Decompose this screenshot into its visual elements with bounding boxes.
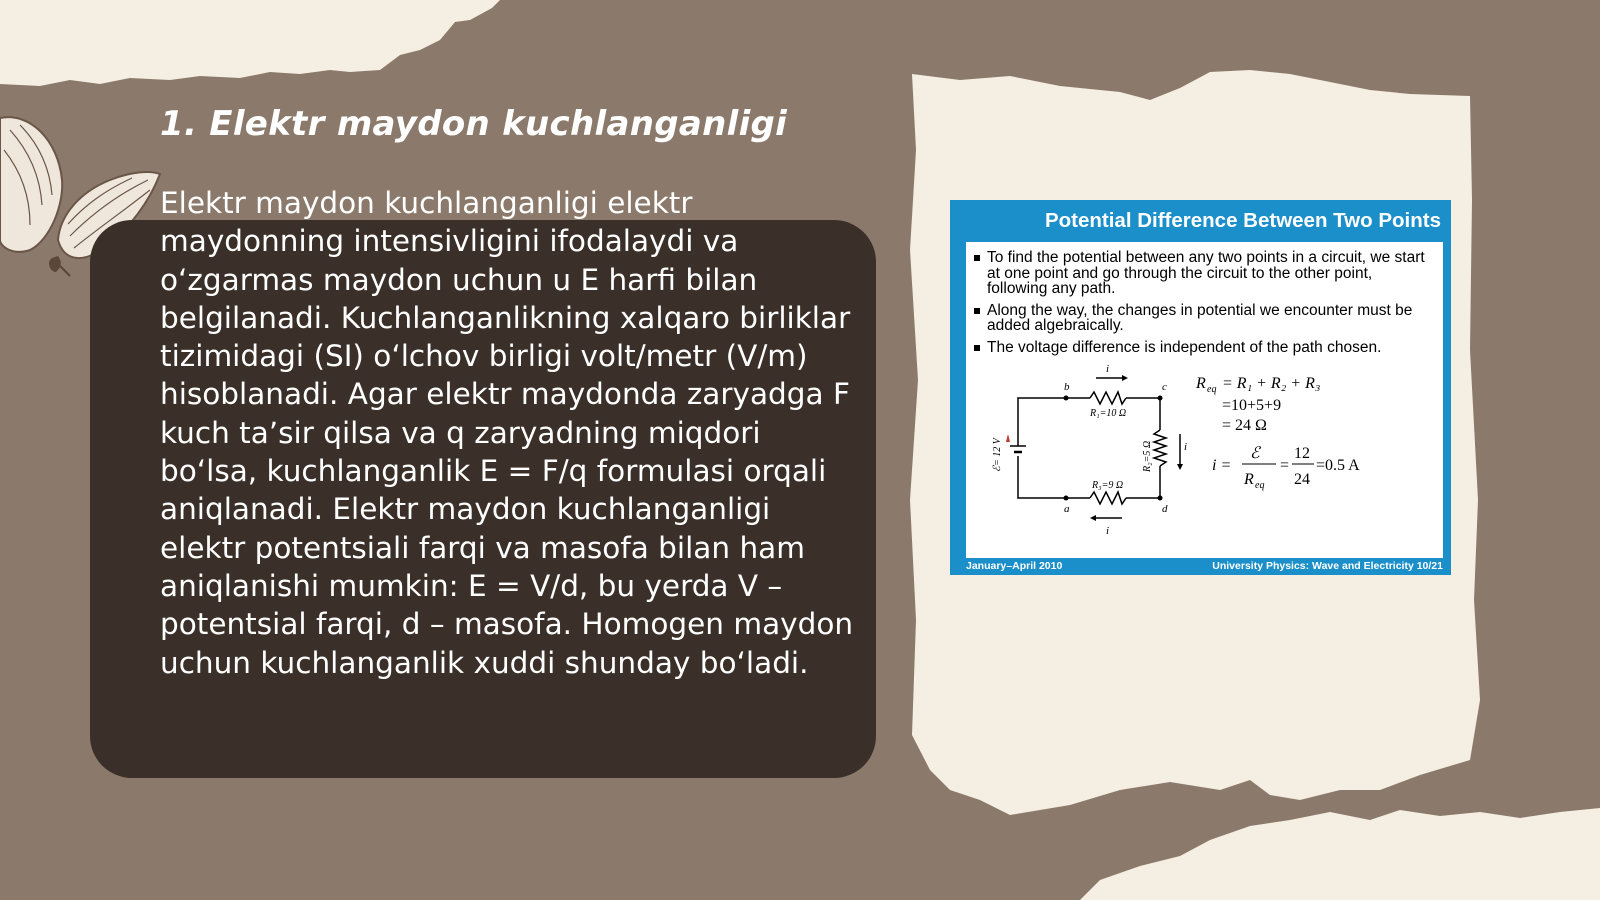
eq-i-eq: = (1280, 457, 1290, 474)
slide-bullet: The voltage difference is independent of the path chosen. (974, 340, 1434, 356)
embedded-slide-image (950, 200, 1451, 575)
current-label-bottom: i (1106, 525, 1110, 537)
eq-lhs-sub: eq (1207, 384, 1217, 395)
current-label-right: i (1184, 441, 1188, 453)
eq-i-den2: 24 (1294, 471, 1310, 488)
node-b-label: b (1064, 381, 1070, 393)
slide-footer-right: University Physics: Wave and Electricity 10/21 (1212, 560, 1443, 572)
eq-i-lhs: i = (1212, 457, 1232, 474)
r2-label: R₂=5 Ω (1142, 440, 1153, 472)
r1-label: R₁=10 Ω (1090, 408, 1127, 419)
slide-heading: Potential Difference Between Two Points (1044, 209, 1441, 232)
eq-line2: =10+5+9 (1222, 397, 1282, 414)
page-title: 1. Elektr maydon kuchlanganligi (160, 104, 788, 144)
eq-line1: = R₁ + R₂ + R₃ (1222, 375, 1321, 392)
torn-paper-bottom-right (1080, 808, 1600, 900)
node-d-label: d (1162, 503, 1168, 515)
eq-i-den: R (1244, 471, 1254, 488)
slide-content (966, 242, 1443, 558)
node-a-label: a (1064, 503, 1070, 515)
body-paragraph: Elektr maydon kuchlanganligi elektr maydonning intensivligini ifodalaydi va o‘zgarmas maydon uchun u E harfi bilan belgilanadi. Kuchlanganlikning xalqaro birliklar tizimidagi (SI) o‘lchov birligi volt/metr (V/m) hisoblanadi. Agar elektr maydonda zaryadga F kuch ta’sir qilsa va q zaryadning miqdori bo‘lsa, kuchlanganlik E = F/q formulasi orqali aniqlanadi. Elektr maydon kuchlanganligi elektr potentsiali farqi va masofa bilan ham aniqlanishi mumkin: E = V/d, bu yerda V – potentsial farqi, d – masofa. Homogen maydon uchun kuchlanganlik xuddi shunday bo‘ladi. (160, 186, 854, 680)
eq-line3: = 24 Ω (1222, 417, 1267, 434)
slide-bullet: Along the way, the changes in potential we encounter must be added algebraically. (974, 303, 1434, 334)
current-label-top: i (1106, 363, 1110, 375)
slide-bullet: To find the potential between any two points in a circuit, we start at one point and go through the circuit to the other point, following any path. (974, 250, 1434, 297)
eq-lhs: R (1196, 375, 1206, 392)
r3-label: R₃=9 Ω (1092, 480, 1124, 491)
eq-i-num2: 12 (1294, 445, 1310, 462)
slide-header (950, 200, 1451, 242)
emf-label: ℰ= 12 V (992, 438, 1003, 472)
equations (1188, 368, 1438, 498)
eq-i-den-sub: eq (1255, 480, 1265, 491)
eq-i-result: =0.5 A (1316, 457, 1360, 474)
slide-footer-left: January–April 2010 (966, 560, 1063, 572)
node-c-label: c (1162, 381, 1167, 393)
circuit-diagram (966, 360, 1196, 540)
slide-bullet-list (974, 250, 1434, 361)
eq-i-num: ℰ (1250, 445, 1260, 462)
